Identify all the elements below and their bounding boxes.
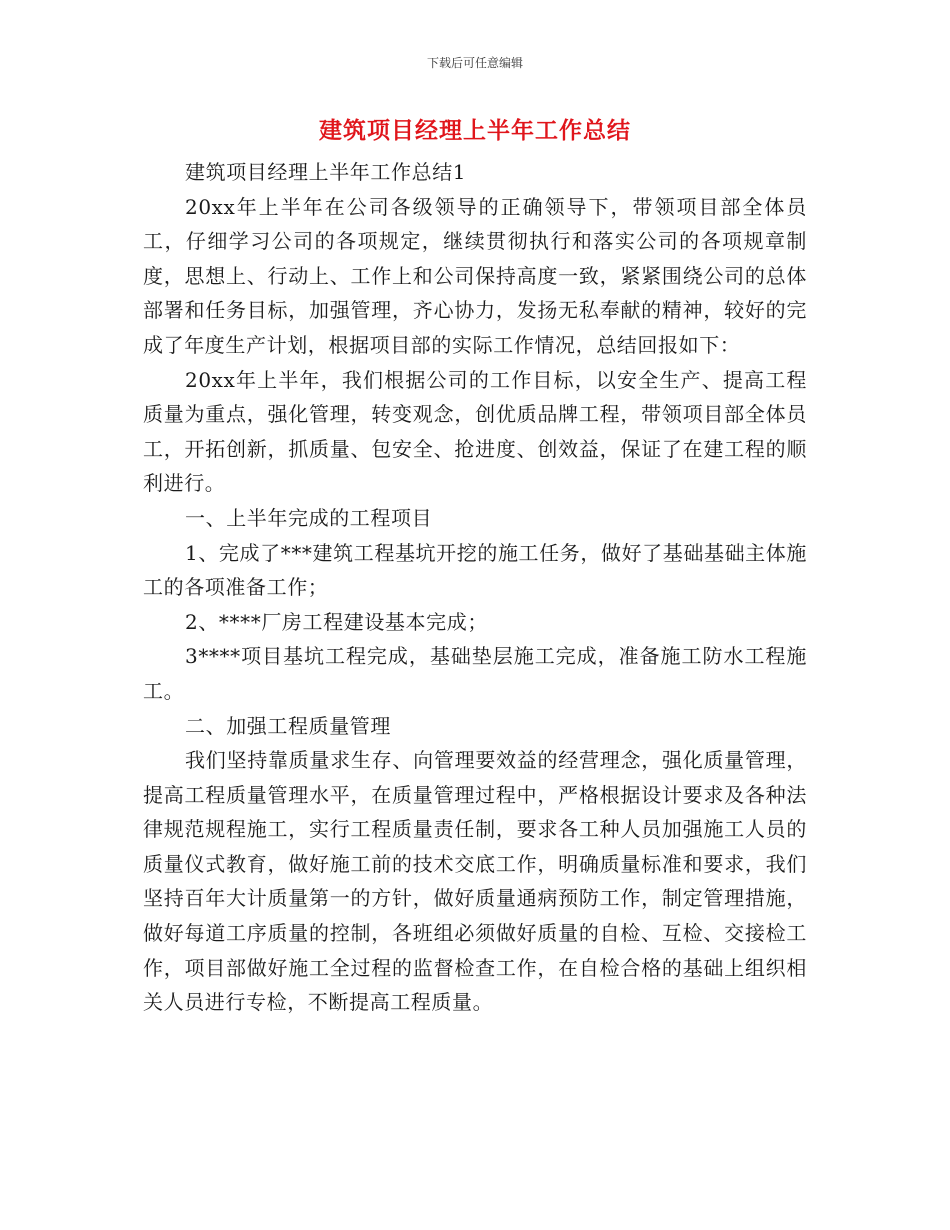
section-heading-1: 一、上半年完成的工程项目 [185, 505, 433, 530]
list-item-3: 3****项目基坑工程完成，基础垫层施工完成，准备施工防水工程施工。 [143, 644, 807, 703]
header-note: 下载后可任意编辑 [426, 56, 523, 70]
list-item-2: 2、****厂房工程建设基本完成； [185, 609, 488, 634]
list-item-1: 1、完成了***建筑工程基坑开挖的施工任务，做好了基础基础主体施工的各项准备工作； [143, 540, 807, 600]
quality-paragraph: 我们坚持靠质量求生存、向管理要效益的经营理念，强化质量管理，提高工程质量管理水平，在质量管理过程中，严格根据设计要求及各种法律规范规程施工，实行工程质量责任制，要求各工种人员加强施工人员的质量仪式教育，做好施工前的技术交底工作，明确质量标准和要求，我们坚持百年大计质量第一的方针，做好质量通病预防工作，制定管理措施，做好每道工序质量的控制，各班组必须做好质量的自检、互检、交接检工作，项目部做好施工全过程的监督检查工作，在自检合格的基础上组织相关人员进行专检，不断提高工程质量。 [143, 748, 807, 1015]
goals-paragraph: 20xx年上半年，我们根据公司的工作目标，以安全生产、提高工程质量为重点，强化管理，转变观念，创优质品牌工程，带领项目部全体员工，开拓创新，抓质量、包安全、抢进度、创效益，保证了在建工程的顺利进行。 [143, 367, 807, 496]
intro-paragraph: 20xx年上半年在公司各级领导的正确领导下，带领项目部全体员工，仔细学习公司的各项规定，继续贯彻执行和落实公司的各项规章制度，思想上、行动上、工作上和公司保持高度一致，紧紧围绕公司的总体部署和任务目标，加强管理，齐心协力，发扬无私奉献的精神，较好的完成了年度生产计划，根据项目部的实际工作情况，总结回报如下： [143, 194, 807, 357]
document-body [143, 155, 807, 1020]
document-title: 建筑项目经理上半年工作总结 [319, 118, 631, 144]
subtitle-paragraph: 建筑项目经理上半年工作总结1 [185, 160, 467, 184]
section-heading-2: 二、加强工程质量管理 [185, 713, 391, 738]
